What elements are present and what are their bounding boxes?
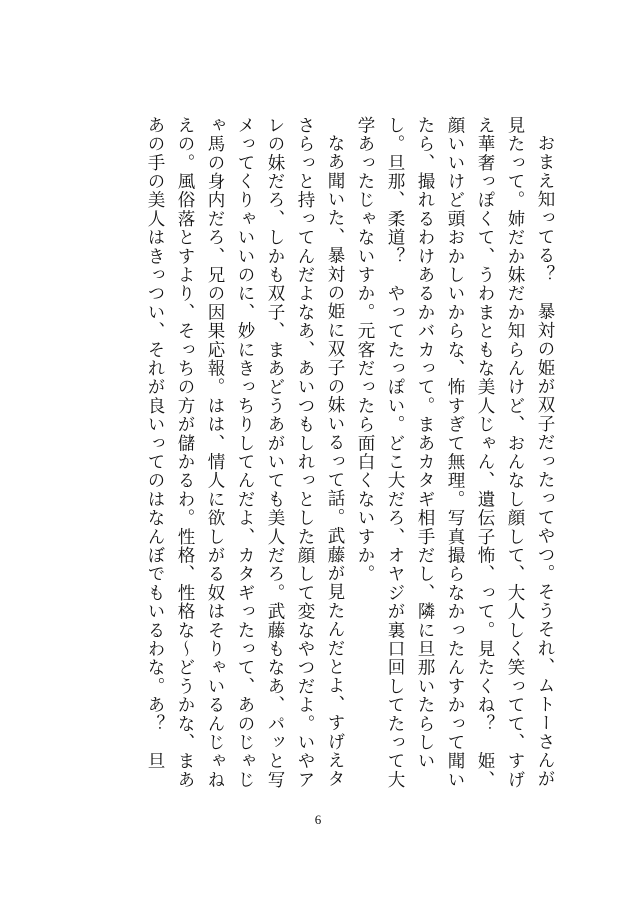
paragraph-2: なあ聞いた、暴対の姫に双子の妹いるって話。武藤が見たんだとよ、すげえタさらっと持ってんだよなあ、あいつもしれっとした顔して変なやつだよ。いやアレの妹だろ、しかも双子、まあどうあがいても美人だろ。武藤もなあ、パッと写メってくりゃいいのに、妙にきっちりしてんだよ、カタギったって、あのじゃじゃ馬の身内だろ、兄の因果応報。はは、情人に欲しがる奴はそりゃいるんじゃねえの。風俗落とすより、そっちの方が儲かるわ。性格、性格な～どうかな、まああの手の美人はきっつい、それが良いってのはなんぼでもいるわな。あ？ 旦 [145,116,345,790]
vertical-text-block [100,116,560,798]
page-number: 6 [314,812,322,827]
paragraph-1: おまえ知ってる？ 暴対の姫が双子だったってやつ。そうそれ、ムトーさんが見たって。姉だか妹だか知らんけど、おんなし顔して、大人しく笑ってて、すげえ華奢っぽくて、うわまともな美人じゃん、遺伝子怖、って。見たくね？ 姫、顔いいけど頭おかしいからな、怖すぎて無理。写真撮らなかったんすかって聞いたら、撮れるわけあるかバカって。まあカタギ相手だし、隣に旦那いたらしいし。旦那、柔道？ やってたっぽい。どこ大だろ、オヤジが裏口回してたって大学あったじゃないすか。元客だったら面白くないすか。 [355,116,555,790]
